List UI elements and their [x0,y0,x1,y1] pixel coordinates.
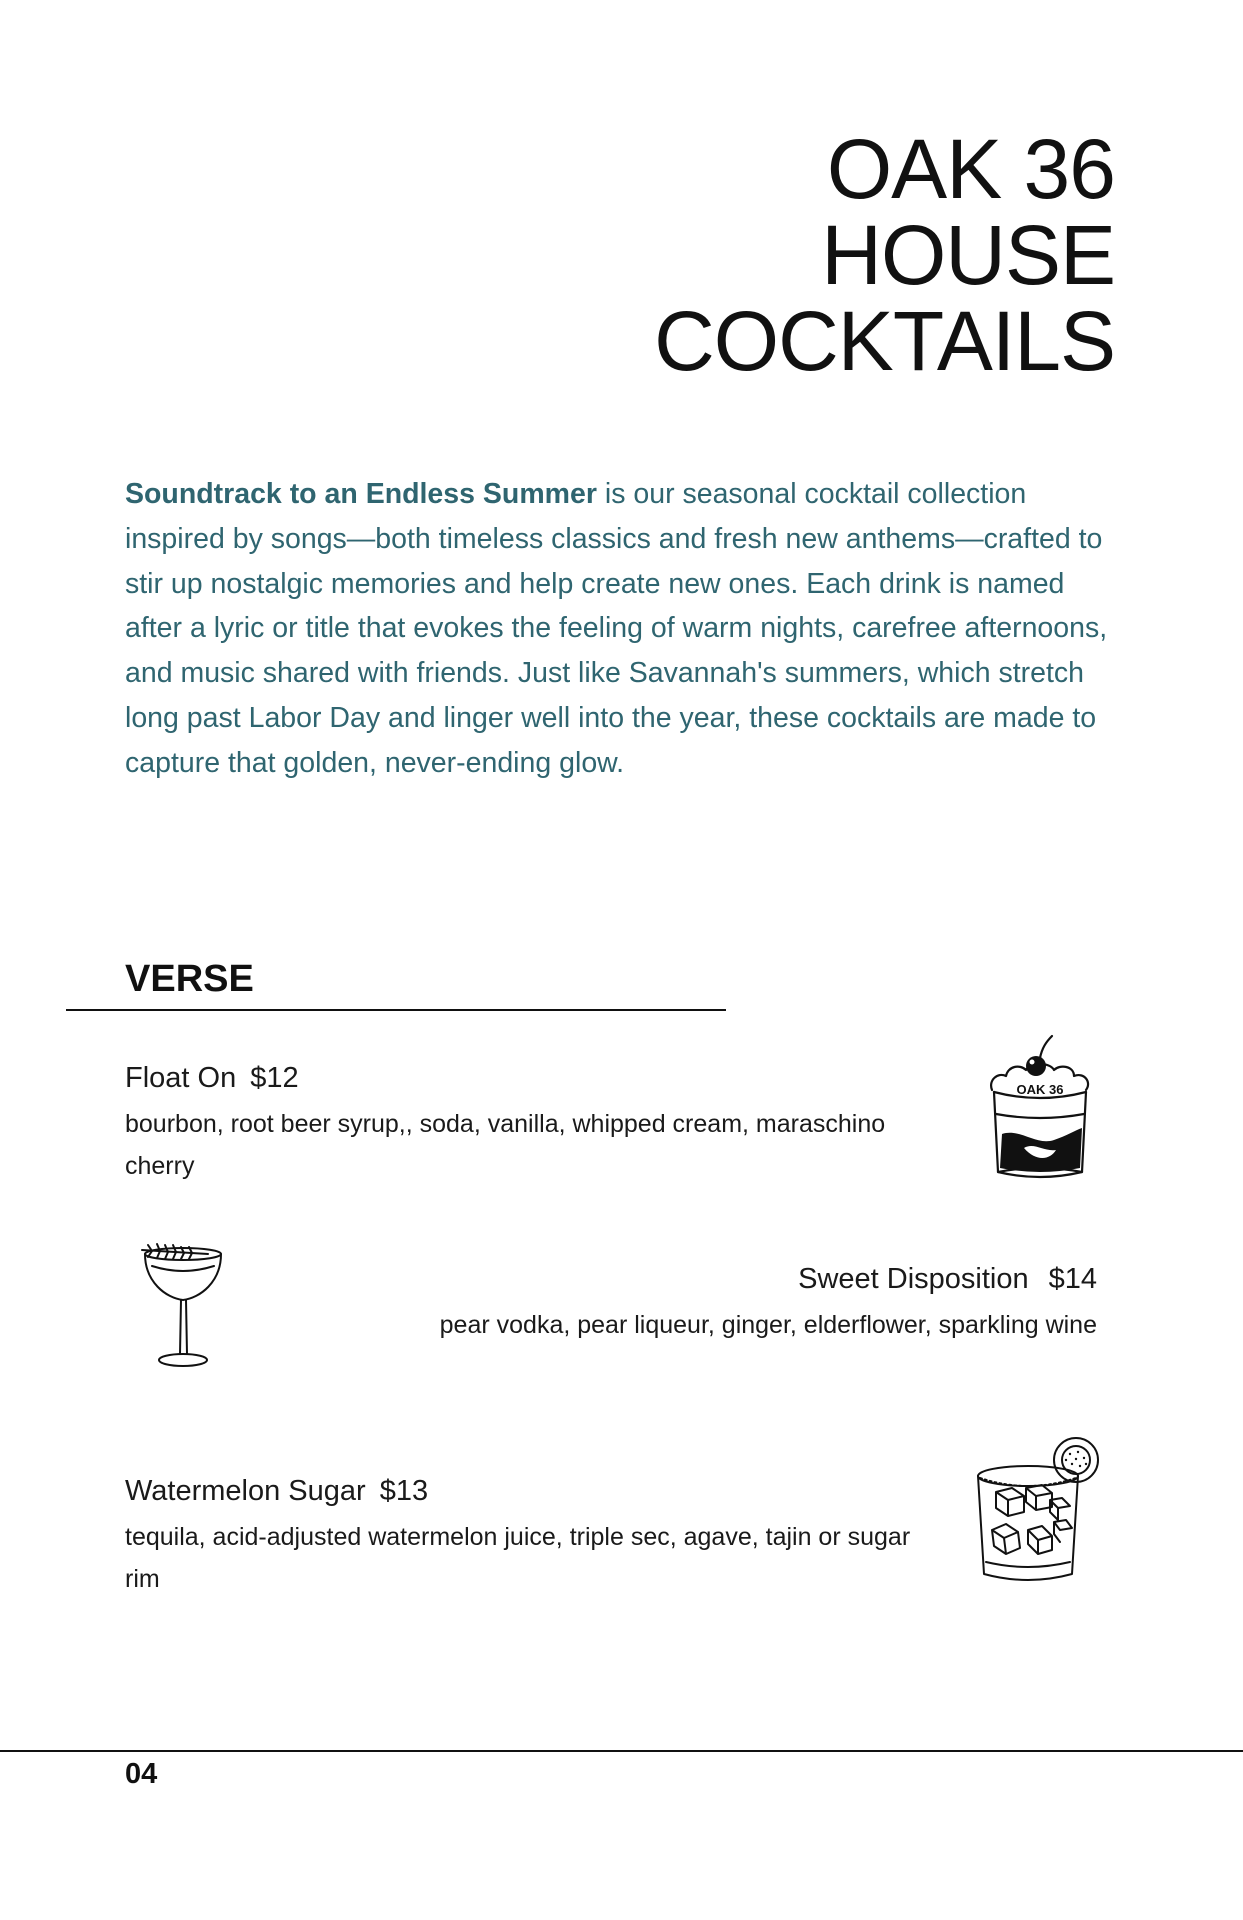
item-price: $14 [1048,1263,1097,1295]
title-line-2: HOUSE [821,208,1115,302]
menu-item [197,1263,1097,1346]
section-heading: VERSE [125,958,254,1000]
item-description: tequila, acid-adjusted watermelon juice, triple sec, agave, tajin or sugar rim [125,1523,911,1593]
item-title [125,1475,925,1508]
intro-paragraph [125,472,1125,786]
menu-item [125,1475,925,1600]
item-description: pear vodka, pear liqueur, ginger, elderflower, sparkling wine [439,1311,1097,1339]
item-price: $12 [250,1062,299,1094]
rocks-glass-icon [966,1434,1106,1594]
page-number: 04 [125,1758,158,1790]
title-line-3: COCKTAILS [654,294,1115,388]
item-title [125,1062,905,1095]
item-description: bourbon, root beer syrup,, soda, vanilla, whipped cream, maraschino cherry [125,1110,886,1180]
glass-label: OAK 36 [1016,1082,1064,1097]
item-name: Float On [125,1062,237,1094]
footer-divider [0,1750,1243,1752]
item-title [197,1263,1097,1296]
menu-item [125,1062,905,1187]
intro-highlight: Soundtrack to an Endless Summer [125,478,597,510]
item-name: Sweet Disposition [798,1263,1029,1295]
title-line-1: OAK 36 [826,122,1115,216]
page-title [654,122,1115,388]
float-glass-icon [980,1022,1100,1192]
item-name: Watermelon Sugar [125,1475,366,1507]
item-price: $13 [379,1475,429,1507]
section-divider [66,1009,726,1011]
intro-body: is our seasonal cocktail collection inspired by songs—both timeless classics and fresh new anthems—crafted to stir up nostalgic memories and help create new ones. Each drink is named after a lyric or title that evokes the feeling of warm nights, carefree afternoons, and music shared with friends. Just like Savannah's summers, which stretch long past Labor Day and linger well into the year, these cocktails are made to capture that golden, never-ending glow. [125,478,1108,779]
